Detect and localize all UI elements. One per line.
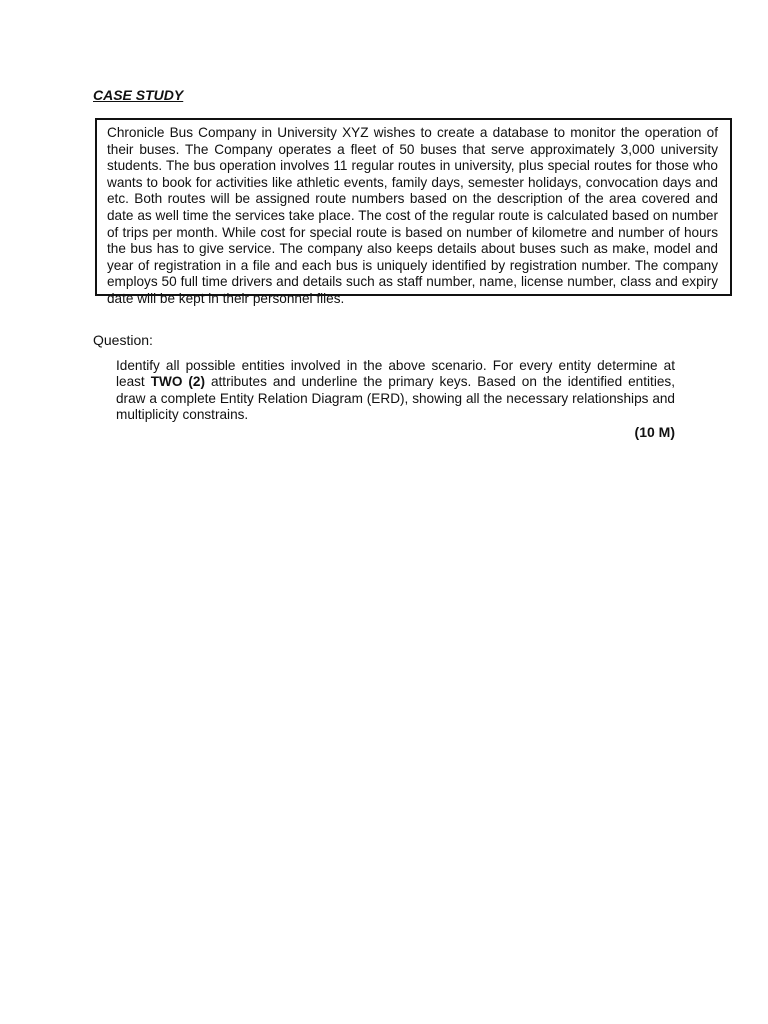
question-text-part1: Identify all possible entities involved in the above scenario. For every entity determine at least <box>116 358 675 390</box>
question-text <box>116 358 675 424</box>
question-text-part2: attributes and underline the primary keys. Based on the identified entities, draw a complete Entity Relation Diagram (ERD), showing all the necessary relationships and multiplicity constrains. <box>116 374 675 423</box>
question-label: Question: <box>93 332 153 348</box>
case-study-text: Chronicle Bus Company in University XYZ wishes to create a database to monitor the operation of their buses. The Company operates a fleet of 50 buses that serve approximately 3,000 university students. The bus operation involves 11 regular routes in university, plus special routes for those who wants to book for activities like athletic events, family days, semester holidays, convocation days and etc. Both routes will be assigned route numbers based on the description of the area covered and date as well time the services take place. The cost of the regular route is calculated based on number of trips per month. While cost for special route is based on number of kilometre and number of hours the bus has to give service. The company also keeps details about buses such as make, model and year of registration in a file and each bus is uniquely identified by registration number. The company employs 50 full time drivers and details such as staff number, name, license number, class and expiry date will be kept in their personnel files. <box>107 125 718 306</box>
case-study-heading: CASE STUDY <box>93 87 184 103</box>
marks-label: (10 M) <box>634 424 675 440</box>
question-emphasis: TWO (2) <box>150 374 205 390</box>
case-study-box <box>95 118 732 306</box>
